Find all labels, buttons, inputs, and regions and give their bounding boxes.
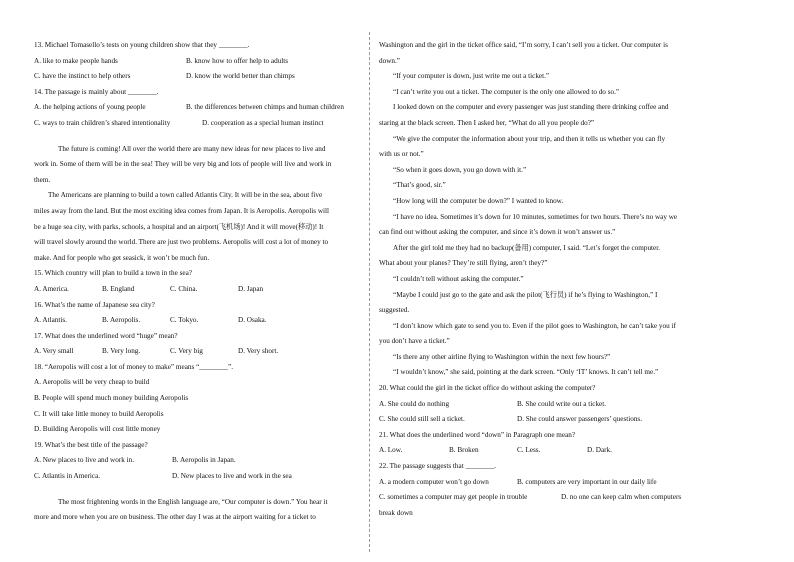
q19-option-d: D. New places to live and work in the sea [172,472,292,481]
q21-option-d: D. Dark. [587,446,612,455]
passage2-cont-line-7: “We give the computer the information about your trip, and then it tells us whether you can fly [393,134,666,143]
q16-option-c: C. Tokyo. [170,316,199,325]
passage2-cont-line-10: “That’s good, sir.” [393,181,446,190]
q16-stem: 16. What’s the name of Japanese sea city? [34,300,155,309]
q21-option-a: A. Low. [379,446,403,455]
spacer [34,485,364,495]
q20-option-b: B. She could write out a ticket. [517,399,607,408]
q18-option-a: A. Aeropolis will be very cheap to build [34,378,150,387]
q13-options-ab [34,54,364,70]
q18-stem: 18. “Aeropolis will cost a lot of money to make” means “________”. [34,362,234,371]
q20-option-c: C. She could still sell a ticket. [379,415,465,424]
q13-option-c: C. have the instinct to help others [34,72,131,81]
q13-option-b: B. know how to offer help to adults [186,56,289,65]
q14-option-c: C. ways to train children’s shared intentionality [34,118,171,127]
q16-options [34,313,364,329]
q15-stem: 15. Which country will plan to build a town in the sea? [34,269,192,278]
q17-option-c: C. Very big [170,347,203,356]
q18-option-b: B. People will spend much money building Aeropolis [34,394,189,403]
q14-options-cd [34,116,364,132]
q15-option-c: C. China. [170,284,198,293]
q17-options [34,344,364,360]
q21-stem: 21. What does the underlined word “down” in Paragraph one mean? [379,430,576,439]
passage2-cont-line-8: with us or not.” [379,150,424,159]
q14-option-a: A. the helping actions of young people [34,103,146,112]
passage2-cont-line-9: “So when it goes down, you go down with it.” [393,165,527,174]
q19-option-c: C. Atlantis in America. [34,472,101,481]
passage2-cont-line-4: “I can’t write you out a ticket. The computer is the only one allowed to do so.” [393,87,620,96]
q22-stem: 22. The passage suggests that ________. [379,462,497,471]
passage2-cont-line-17: “Maybe I could just go to the gate and ask the pilot(飞行员) if he’s flying to Washington,” I [393,290,658,299]
q15-option-d: D. Japan [238,284,264,293]
passage1-line-6: be a huge sea city, with parks, schools, a hospital and an airport(飞机场)! And it will move(移动)! It [34,222,324,231]
q15-options [34,282,364,298]
q13-stem: 13. Michael Tomasello’s tests on young children show that they ________. [34,41,250,49]
q13-options-cd [34,69,364,85]
passage2-cont-line-3: “If your computer is down, just write me out a ticket.” [393,72,550,81]
q16-option-d: D. Osaka. [238,316,267,325]
q14-option-d: D. cooperation as a special human instinct [202,118,324,127]
right-column [379,38,709,521]
q22-option-a: A. a modern computer won’t go down [379,477,489,486]
passage2-cont-line-11: “How long will the computer be down?” I wanted to know. [393,196,564,205]
passage2-cont-line-19: “I don’t know which gate to send you to. Even if the pilot goes to Washington, he can’t take you if [393,321,676,330]
passage2-cont-line-12: “I have no idea. Sometimes it’s down for 10 minutes, sometimes for two hours. There’s no way we [393,212,678,221]
passage2-cont-line-1: Washington and the girl in the ticket office said, “I’m sorry, I can’t sell you a ticket. Our computer is [379,41,668,49]
passage2-cont-line-16: “I couldn’t tell without asking the computer.” [393,274,524,283]
q15-option-b: B. England [102,284,135,293]
passage1-line-3: them. [34,175,51,184]
q21-option-c: C. Less. [517,446,541,455]
q22-option-c: C. sometimes a computer may get people in trouble [379,493,528,502]
q20-option-a: A. She could do nothing [379,399,450,408]
passage1-line-4: The Americans are planning to build a town called Atlantis City. It will be in the sea, about five [48,191,323,200]
q22-option-d-cont: break down [379,508,413,517]
q16-option-a: A. Atlantis. [34,316,67,325]
q22-options-ab [379,475,709,491]
column-divider [369,32,370,552]
q19-options-ab [34,453,364,469]
q22-option-b: B. computers are very important in our daily life [517,477,657,486]
passage2-cont-line-14: After the girl told me they had no backup(备用) computer, I said. “Let’s forget the computer. [393,243,661,252]
passage1-line-2: work in. Some of them will be in the sea! They will be very big and lots of people will live and work in [34,160,332,169]
q20-options-ab [379,397,709,413]
q14-options-ab [34,100,364,116]
spacer [34,132,364,142]
q18-option-d: D. Building Aeropolis will cost little money [34,425,161,434]
q14-option-b: B. the differences between chimps and human children [186,103,344,112]
passage2-cont-line-18: suggested. [379,306,410,315]
q13-option-d: D. know the world better than chimps [186,72,295,81]
q19-stem: 19. What’s the best title of the passage? [34,440,148,449]
passage1-line-5: miles away from the land. But the most exciting idea comes from Japan. It is Aeropolis. Aeropolis will [34,206,330,215]
q15-option-a: A. America. [34,284,69,293]
passage2-cont-line-21: “Is there any other airline flying to Washington within the next few hours?” [393,352,611,361]
q20-option-d: D. She could answer passengers’ questions. [517,415,643,424]
passage2-cont-line-5: I looked down on the computer and every passenger was just standing there drinking coffee and [393,103,669,112]
passage2-cont-line-15: What about your planes? They’re still flying, aren’t they?” [379,259,548,268]
q16-option-b: B. Aeropolis. [102,316,141,325]
q18-option-c: C. It will take little money to build Aeropolis [34,409,164,418]
passage2-cont-line-2: down.” [379,56,400,65]
q22-option-d: D. no one can keep calm when computers [561,493,682,502]
q13-option-a: A. like to make people hands [34,56,118,65]
passage2-cont-line-13: can find out without asking the computer, and since it’s down it won’t answer us.” [379,228,616,237]
passage2-cont-line-20: you don’t have a ticket.” [379,337,450,346]
passage2-line-2: more and more when you are on business. The other day I was at the airport waiting for a ticket to [34,513,316,522]
q17-option-d: D. Very short. [238,347,279,356]
passage2-cont-line-6: staring at the black screen. Then I asked her, “What do all you people do?” [379,118,595,127]
passage1-line-1: The future is coming! All over the world there are many new ideas for new places to live and [58,144,326,153]
left-column [34,38,364,526]
q17-stem: 17. What does the underlined word “huge” mean? [34,331,178,340]
q22-options-cd [379,490,709,506]
passage1-line-8: make. And for people who get seasick, it won’t be much fun. [34,253,210,262]
q19-option-a: A. New places to live and work in. [34,456,135,465]
passage2-cont-line-22: “I wouldn’t know,” she said, pointing at the dark screen. “Only ‘IT’ knows. It can’t tell me.” [393,368,659,377]
q14-stem: 14. The passage is mainly about ________. [34,87,159,96]
q20-options-cd [379,412,709,428]
passage2-line-1: The most frightening words in the English language are, “Our computer is down.” You hear it [58,497,328,506]
q17-option-b: B. Very long. [102,347,141,356]
passage1-line-7: will travel slowly around the world. There are just two problems. Aeropolis will cost a lot of money to [34,238,329,247]
q17-option-a: A. Very small [34,347,74,356]
q19-options-cd [34,469,364,485]
q21-option-b: B. Broken [449,446,479,455]
q20-stem: 20. What could the girl in the ticket office do without asking the computer? [379,384,596,393]
q19-option-b: B. Aeropolis in Japan. [172,456,236,465]
q21-options [379,443,709,459]
